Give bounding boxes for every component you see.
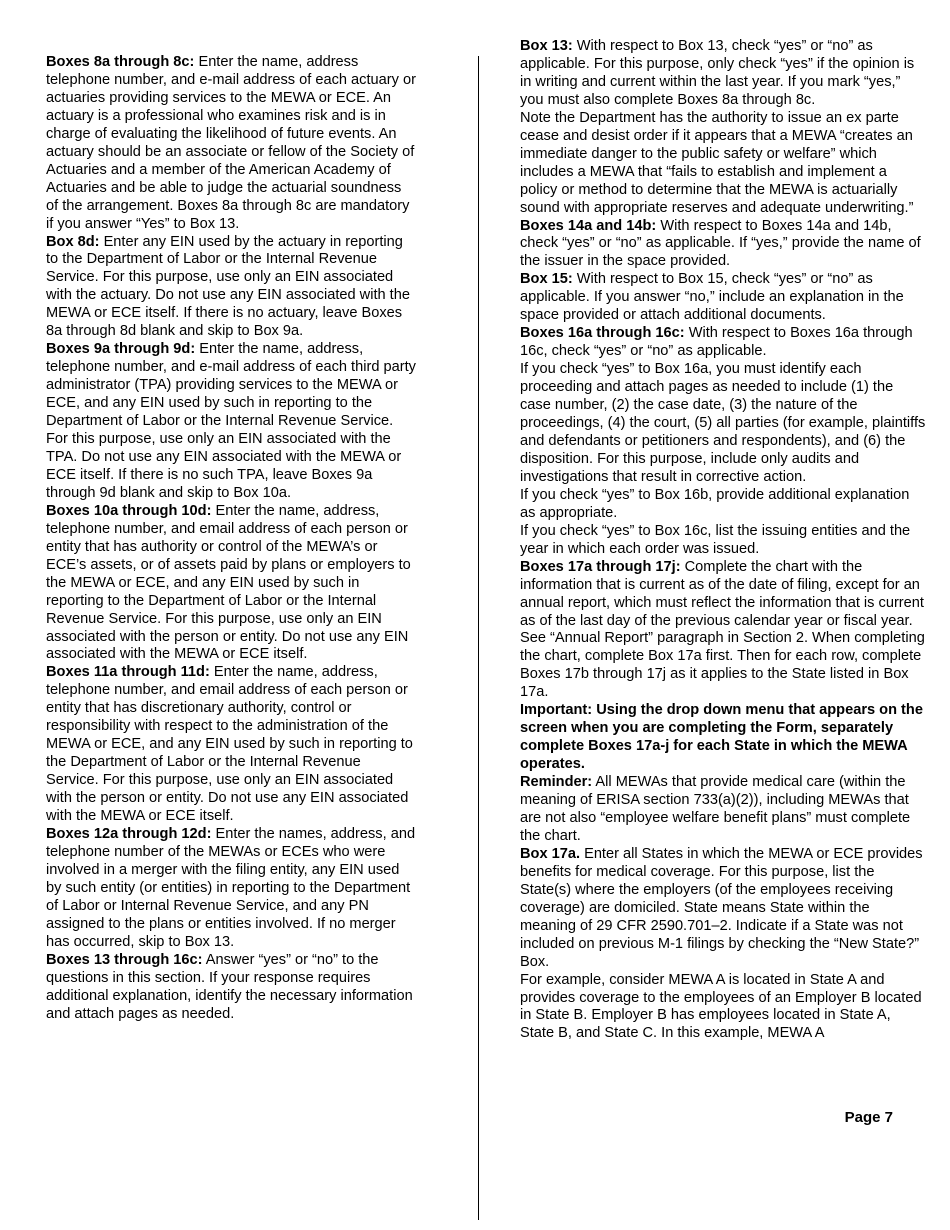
paragraph-boxes-13-16c [46,952,416,1024]
paragraph-boxes-11a-11d [46,664,416,826]
paragraph-boxes-14a-14b [520,218,926,272]
paragraph-important-note [520,702,926,774]
paragraph-text: With respect to Box 15, check “yes” or “no” as applicable. If you answer “no,” include an explanation in the space provided or attach additional documents. [520,271,904,324]
paragraph-boxes-16a-16c [520,325,926,361]
paragraph-label: Boxes 10a through 10d: [46,502,212,519]
page-number: Page 7 [844,1109,893,1126]
paragraph-reminder [520,774,926,846]
important-text: Important: Using the drop down menu that appears on the screen when you are completing the Form, separately complete Boxes 17a-j for each State in which the MEWA operates. [520,702,923,773]
paragraph-box-15 [520,271,926,325]
paragraph-label: Box 17a. [520,845,581,862]
paragraph-text: If you check “yes” to Box 16c, list the issuing entities and the year in which each order was issued. [520,522,911,557]
paragraph-boxes-12a-12d [46,826,416,952]
paragraph-boxes-9a-9d [46,341,416,503]
paragraph-text: Answer “yes” or “no” to the questions in this section. If your response requires additional explanation, identify the necessary information and attach pages as needed. [46,951,413,1022]
paragraph-text: With respect to Boxes 16a through 16c, check “yes” or “no” as applicable. [520,325,913,360]
paragraph-box-16b-detail [520,487,926,523]
paragraph-box-8d [46,234,416,342]
paragraph-label: Box 15: [520,271,573,288]
paragraph-label: Boxes 11a through 11d: [46,664,210,681]
paragraph-boxes-10a-10d [46,503,416,665]
paragraph-label: Boxes 16a through 16c: [520,325,685,342]
paragraph-text: With respect to Box 13, check “yes” or “no” as applicable. For this purpose, only check “yes” if the opinion is in writing and current within the last year. If you mark “yes,” you must also complete Boxes 8a through 8c. [520,38,915,108]
paragraph-text: Enter all States in which the MEWA or ECE provides benefits for medical coverage. For this purpose, list the State(s) where the employers (of the employees receiving coverage) are domiciled. State means State within the meaning of 29 CFR 2590.701–2. Indicate if a State was not included on previous M-1 filings by checking the “New State?” Box. [520,845,923,970]
paragraph-text: Enter the name, address, telephone number, and e-mail address of each third party administrator (TPA) providing services to the MEWA or ECE, and any EIN used by such in reporting to the Department of Labor or the Internal Revenue Service. For this purpose, use only an EIN associated with the TPA. Do not use any EIN associated with the MEWA or ECE itself. If there is no such TPA, leave Boxes 9a through 9d blank and skip to Box 10a. [46,341,416,501]
paragraph-label: Box 8d: [46,233,100,250]
column-divider [478,56,479,1220]
paragraph-text: If you check “yes” to Box 16b, provide additional explanation as appropriate. [520,486,910,521]
paragraph-label: Boxes 17a through 17j: [520,558,681,575]
paragraph-label: Boxes 13 through 16c: [46,951,203,968]
paragraph-boxes-17a-17j [520,559,926,703]
left-column [46,0,416,1023]
paragraph-box-16c-detail [520,523,926,559]
paragraph-box-13 [520,38,926,110]
paragraph-label: Boxes 8a through 8c: [46,54,195,70]
paragraph-text: With respect to Boxes 14a and 14b, check “yes” or “no” as applicable. If “yes,” provide the name of the issuer in the space provided. [520,217,921,270]
paragraph-label: Boxes 12a through 12d: [46,825,212,842]
paragraph-label: Reminder: [520,774,593,791]
right-column [520,0,926,1043]
paragraph-text: Note the Department has the authority to issue an ex parte cease and desist order if it appears that a MEWA “creates an immediate danger to the public safety or welfare” which includes a MEWA that “fails to establish and implement a policy or method to determine that the MEWA is actuarially sound with appropriate reserves and adequate underwriting.” [520,109,914,216]
paragraph-text: Enter any EIN used by the actuary in reporting to the Department of Labor or the Internal Revenue Service. For this purpose, use only an EIN associated with the actuary. Do not use any EIN associated with the MEWA or ECE itself. If there is no actuary, leave Boxes 8a through 8d blank and skip to Box 9a. [46,233,410,340]
paragraph-example [520,972,926,1044]
paragraph-label: Box 13: [520,38,573,54]
paragraph-text: For example, consider MEWA A is located in State A and provides coverage to the employees of an Employer B located in State B. Employer B has employees located in State A, State B, and State C. In this example, MEWA A [520,971,922,1042]
paragraph-text: Enter the name, address, telephone number, and email address of each person or entity that has authority or control of the MEWA’s or ECE’s assets, or of assets paid by plans or employers to the MEWA or ECE, and any EIN used by such in reporting to the Department of Labor or the Internal Revenue Service. For this purpose, use only an EIN associated with the person or entity. Do not use any EIN associated with the MEWA or ECE itself. [46,502,411,663]
paragraph-text: Complete the chart with the information that is current as of the date of filing, except for an annual report, which must reflect the information that is current as of the last day of the previous calendar year or fiscal year. See “Annual Report” paragraph in Section 2. When completing the chart, complete Box 17a first. Then for each row, complete Boxes 17b through 17j as it applies to the State listed in Box 17a. [520,558,925,701]
paragraph-text: Enter the name, address, telephone number, and email address of each person or entity that has discretionary authority, control or responsibility with respect to the administration of the MEWA or ECE, and any EIN used by such in reporting to the Department of Labor or the Internal Revenue Service. For this purpose, use only an EIN associated with the person or entity. Do not use any EIN associated with the MEWA or ECE itself. [46,664,413,825]
paragraph-text: If you check “yes” to Box 16a, you must identify each proceeding and attach pages as needed to include (1) the case number, (2) the case date, (3) the nature of the proceedings, (4) the court, (5) all parties (for example, plaintiffs and defendants or petitioners and respondents), and (6) the disposition. For this purpose, include only audits and investigations that result in corrective action. [520,361,926,485]
paragraph-department-note [520,110,926,218]
paragraph-label: Boxes 14a and 14b: [520,217,657,234]
paragraph-box-16a-detail [520,361,926,487]
paragraph-text: Enter the name, address telephone number, and e-mail address of each actuary or actuaries providing services to the MEWA or ECE. An actuary is a professional who examines risk and is in charge of evaluating the likelihood of future events. An actuary should be an associate or fellow of the Society of Actuaries and a member of the American Academy of Actuaries and be able to judge the actuarial soundness of the arrangement. Boxes 8a through 8c are mandatory if you answer “Yes” to Box 13. [46,54,416,232]
paragraph-box-17a [520,846,926,972]
paragraph-label: Boxes 9a through 9d: [46,341,196,358]
paragraph-boxes-8a-8c [46,54,416,234]
paragraph-text: Enter the names, address, and telephone number of the MEWAs or ECEs who were involved in a merger with the filing entity, any EIN used by such entity (or entities) in reporting to the Department of Labor or Internal Revenue Service, and any PN assigned to the plans or entities involved. If no merger has occurred, skip to Box 13. [46,825,416,950]
paragraph-text: All MEWAs that provide medical care (within the meaning of ERISA section 733(a)(2)), including MEWAs that are not also “employee welfare benefit plans” must complete the chart. [520,774,911,844]
